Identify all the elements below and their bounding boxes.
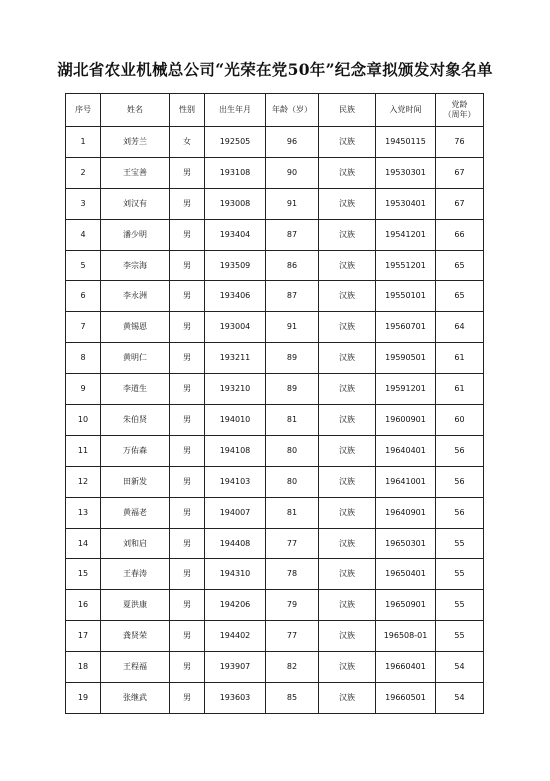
cell-birth: 193108	[205, 157, 266, 188]
cell-name: 刘和启	[101, 528, 170, 559]
cell-age: 90	[266, 157, 319, 188]
cell-ethnicity: 汉族	[319, 683, 376, 714]
table-row	[66, 312, 484, 343]
table-row	[66, 528, 484, 559]
table-row	[66, 281, 484, 312]
cell-age: 85	[266, 683, 319, 714]
cell-birth: 193008	[205, 188, 266, 219]
cell-birth: 194408	[205, 528, 266, 559]
table-row	[66, 683, 484, 714]
cell-name: 田新发	[101, 466, 170, 497]
cell-join-date: 19530301	[376, 157, 436, 188]
table-row	[66, 157, 484, 188]
cell-ethnicity: 汉族	[319, 435, 376, 466]
cell-num: 5	[66, 250, 101, 281]
cell-num: 13	[66, 497, 101, 528]
cell-join-date: 19550101	[376, 281, 436, 312]
cell-num: 6	[66, 281, 101, 312]
table-row	[66, 435, 484, 466]
header-birth: 出生年月	[205, 94, 266, 127]
header-name: 姓名	[101, 94, 170, 127]
cell-sex: 男	[170, 312, 205, 343]
cell-name: 王春涛	[101, 559, 170, 590]
cell-join-date: 19591201	[376, 374, 436, 405]
cell-name: 刘芳兰	[101, 127, 170, 158]
cell-sex: 男	[170, 374, 205, 405]
cell-ethnicity: 汉族	[319, 374, 376, 405]
cell-age: 78	[266, 559, 319, 590]
cell-num: 9	[66, 374, 101, 405]
cell-party-years: 61	[436, 374, 484, 405]
cell-party-years: 55	[436, 559, 484, 590]
header-join-date: 入党时间	[376, 94, 436, 127]
cell-ethnicity: 汉族	[319, 497, 376, 528]
cell-party-years: 55	[436, 590, 484, 621]
cell-party-years: 56	[436, 497, 484, 528]
cell-party-years: 60	[436, 405, 484, 436]
cell-num: 10	[66, 405, 101, 436]
cell-party-years: 67	[436, 157, 484, 188]
table-row	[66, 127, 484, 158]
cell-join-date: 19640401	[376, 435, 436, 466]
cell-join-date: 19530401	[376, 188, 436, 219]
cell-age: 87	[266, 281, 319, 312]
cell-join-date: 196508-01	[376, 621, 436, 652]
cell-name: 潘少明	[101, 219, 170, 250]
cell-num: 16	[66, 590, 101, 621]
cell-ethnicity: 汉族	[319, 343, 376, 374]
cell-sex: 男	[170, 157, 205, 188]
cell-name: 万佑森	[101, 435, 170, 466]
cell-name: 李永洲	[101, 281, 170, 312]
cell-num: 7	[66, 312, 101, 343]
header-party-years-line2: （周年）	[443, 110, 476, 119]
cell-sex: 女	[170, 127, 205, 158]
cell-age: 91	[266, 312, 319, 343]
table-body	[66, 127, 484, 714]
cell-birth: 194010	[205, 405, 266, 436]
cell-birth: 194206	[205, 590, 266, 621]
cell-sex: 男	[170, 281, 205, 312]
cell-party-years: 55	[436, 528, 484, 559]
cell-party-years: 65	[436, 250, 484, 281]
table-row	[66, 250, 484, 281]
header-party-years-line1: 党龄	[451, 100, 468, 109]
cell-join-date: 19660401	[376, 652, 436, 683]
cell-num: 18	[66, 652, 101, 683]
cell-age: 81	[266, 405, 319, 436]
table-header	[66, 94, 484, 127]
cell-name: 李道生	[101, 374, 170, 405]
cell-join-date: 19541201	[376, 219, 436, 250]
cell-birth: 193211	[205, 343, 266, 374]
cell-join-date: 19560701	[376, 312, 436, 343]
cell-sex: 男	[170, 590, 205, 621]
table-row	[66, 188, 484, 219]
header-age: 年龄（岁）	[266, 94, 319, 127]
cell-age: 89	[266, 374, 319, 405]
cell-sex: 男	[170, 497, 205, 528]
roster-table	[65, 93, 484, 714]
cell-ethnicity: 汉族	[319, 466, 376, 497]
cell-party-years: 66	[436, 219, 484, 250]
cell-join-date: 19641001	[376, 466, 436, 497]
cell-ethnicity: 汉族	[319, 590, 376, 621]
cell-birth: 193210	[205, 374, 266, 405]
cell-num: 12	[66, 466, 101, 497]
cell-ethnicity: 汉族	[319, 250, 376, 281]
table-row	[66, 466, 484, 497]
cell-num: 8	[66, 343, 101, 374]
cell-name: 朱伯贤	[101, 405, 170, 436]
cell-name: 夏洪康	[101, 590, 170, 621]
cell-join-date: 19640901	[376, 497, 436, 528]
cell-birth: 193404	[205, 219, 266, 250]
cell-party-years: 56	[436, 435, 484, 466]
cell-sex: 男	[170, 188, 205, 219]
cell-birth: 194402	[205, 621, 266, 652]
cell-sex: 男	[170, 219, 205, 250]
cell-party-years: 55	[436, 621, 484, 652]
cell-party-years: 54	[436, 683, 484, 714]
cell-sex: 男	[170, 683, 205, 714]
cell-party-years: 61	[436, 343, 484, 374]
cell-birth: 193406	[205, 281, 266, 312]
cell-name: 黄福老	[101, 497, 170, 528]
cell-ethnicity: 汉族	[319, 157, 376, 188]
table-row	[66, 559, 484, 590]
cell-ethnicity: 汉族	[319, 188, 376, 219]
cell-name: 李宗海	[101, 250, 170, 281]
cell-age: 81	[266, 497, 319, 528]
cell-name: 黄锡恩	[101, 312, 170, 343]
cell-birth: 193004	[205, 312, 266, 343]
cell-ethnicity: 汉族	[319, 405, 376, 436]
cell-join-date: 19650901	[376, 590, 436, 621]
cell-name: 黄明仁	[101, 343, 170, 374]
cell-ethnicity: 汉族	[319, 621, 376, 652]
cell-age: 82	[266, 652, 319, 683]
cell-sex: 男	[170, 559, 205, 590]
header-num: 序号	[66, 94, 101, 127]
cell-name: 王程福	[101, 652, 170, 683]
cell-ethnicity: 汉族	[319, 312, 376, 343]
cell-party-years: 64	[436, 312, 484, 343]
table-row	[66, 652, 484, 683]
cell-age: 96	[266, 127, 319, 158]
cell-num: 4	[66, 219, 101, 250]
cell-num: 14	[66, 528, 101, 559]
cell-party-years: 54	[436, 652, 484, 683]
cell-birth: 194310	[205, 559, 266, 590]
cell-age: 86	[266, 250, 319, 281]
cell-ethnicity: 汉族	[319, 559, 376, 590]
header-ethnicity: 民族	[319, 94, 376, 127]
cell-num: 3	[66, 188, 101, 219]
cell-name: 王宝善	[101, 157, 170, 188]
cell-join-date: 19590501	[376, 343, 436, 374]
cell-age: 79	[266, 590, 319, 621]
cell-join-date: 19650401	[376, 559, 436, 590]
cell-join-date: 19600901	[376, 405, 436, 436]
cell-age: 77	[266, 621, 319, 652]
cell-birth: 193603	[205, 683, 266, 714]
cell-ethnicity: 汉族	[319, 652, 376, 683]
cell-sex: 男	[170, 405, 205, 436]
cell-name: 刘汉有	[101, 188, 170, 219]
cell-birth: 194007	[205, 497, 266, 528]
cell-num: 2	[66, 157, 101, 188]
cell-age: 77	[266, 528, 319, 559]
cell-sex: 男	[170, 435, 205, 466]
cell-age: 80	[266, 435, 319, 466]
cell-num: 11	[66, 435, 101, 466]
cell-num: 19	[66, 683, 101, 714]
cell-age: 89	[266, 343, 319, 374]
table-row	[66, 374, 484, 405]
table-row	[66, 621, 484, 652]
header-sex: 性别	[170, 94, 205, 127]
cell-sex: 男	[170, 250, 205, 281]
cell-age: 91	[266, 188, 319, 219]
table-row	[66, 343, 484, 374]
cell-birth: 192505	[205, 127, 266, 158]
cell-join-date: 19650301	[376, 528, 436, 559]
cell-ethnicity: 汉族	[319, 281, 376, 312]
cell-name: 龚贤荣	[101, 621, 170, 652]
cell-num: 15	[66, 559, 101, 590]
header-party-years	[436, 94, 484, 127]
header-row	[66, 94, 484, 127]
cell-birth: 194108	[205, 435, 266, 466]
document-title: 湖北省农业机械总公司“光荣在党50年”纪念章拟颁发对象名单	[57, 60, 493, 79]
cell-join-date: 19660501	[376, 683, 436, 714]
table-row	[66, 405, 484, 436]
cell-party-years: 67	[436, 188, 484, 219]
cell-sex: 男	[170, 652, 205, 683]
cell-num: 17	[66, 621, 101, 652]
cell-age: 87	[266, 219, 319, 250]
cell-sex: 男	[170, 466, 205, 497]
cell-join-date: 19551201	[376, 250, 436, 281]
cell-name: 张继武	[101, 683, 170, 714]
cell-ethnicity: 汉族	[319, 127, 376, 158]
table-row	[66, 590, 484, 621]
cell-join-date: 19450115	[376, 127, 436, 158]
cell-num: 1	[66, 127, 101, 158]
table-row	[66, 219, 484, 250]
table-row	[66, 497, 484, 528]
cell-birth: 194103	[205, 466, 266, 497]
cell-party-years: 56	[436, 466, 484, 497]
cell-sex: 男	[170, 343, 205, 374]
cell-birth: 193509	[205, 250, 266, 281]
cell-ethnicity: 汉族	[319, 528, 376, 559]
cell-sex: 男	[170, 621, 205, 652]
cell-sex: 男	[170, 528, 205, 559]
cell-age: 80	[266, 466, 319, 497]
cell-birth: 193907	[205, 652, 266, 683]
cell-party-years: 76	[436, 127, 484, 158]
cell-party-years: 65	[436, 281, 484, 312]
cell-ethnicity: 汉族	[319, 219, 376, 250]
